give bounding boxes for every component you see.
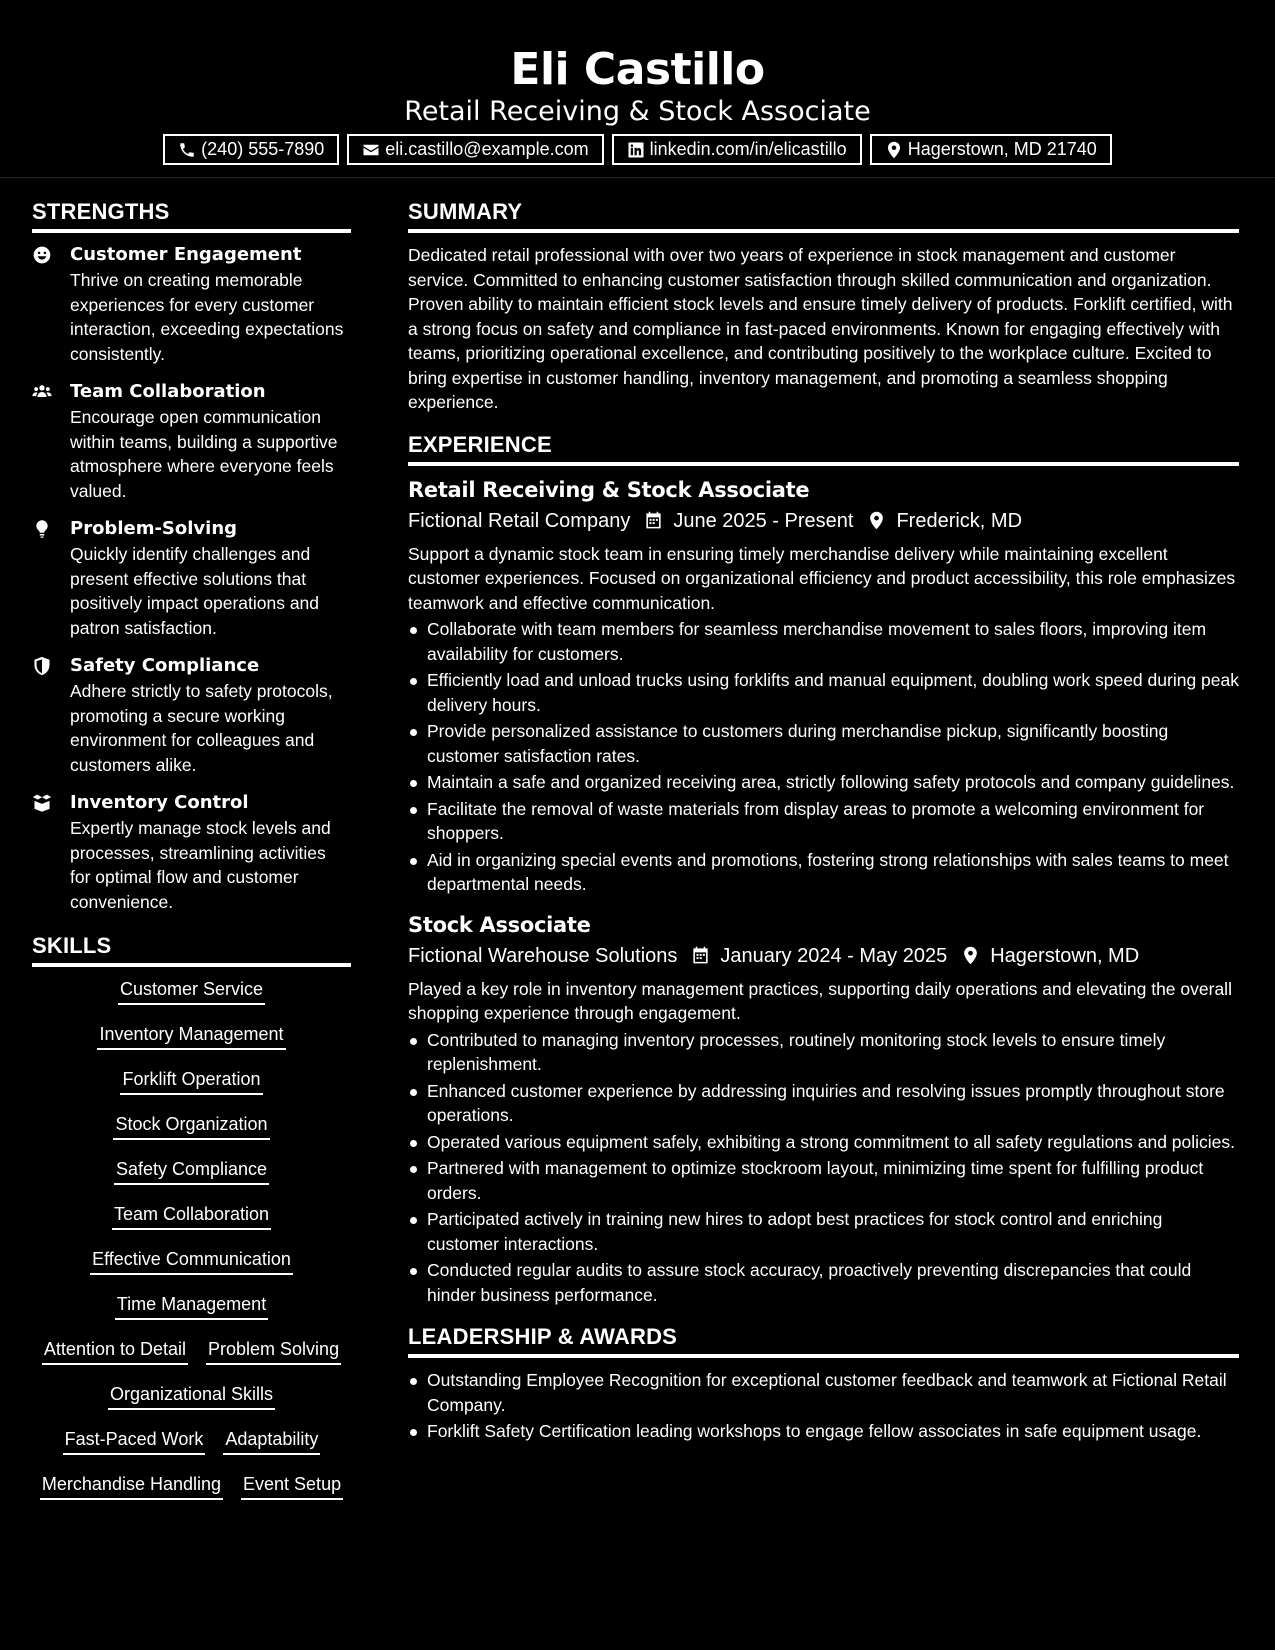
strength-item bbox=[32, 791, 351, 914]
job-dates: January 2024 - May 2025 bbox=[720, 944, 948, 967]
list-item: Operated various equipment safely, exhibiting a strong commitment to all safety regulations and policies. bbox=[408, 1130, 1239, 1155]
awards-heading: LEADERSHIP & AWARDS bbox=[408, 1321, 1239, 1358]
skills-heading: SKILLS bbox=[32, 930, 351, 967]
contact-email[interactable] bbox=[347, 134, 603, 165]
job-title: Stock Associate bbox=[408, 912, 591, 937]
strength-item bbox=[32, 654, 351, 777]
right-column bbox=[408, 196, 1239, 1446]
strength-item bbox=[32, 243, 351, 366]
job-entry bbox=[408, 476, 1239, 897]
contact-linkedin[interactable] bbox=[612, 134, 862, 165]
strengths-heading: STRENGTHS bbox=[32, 196, 351, 233]
list-item: Maintain a safe and organized receiving area, strictly following safety protocols and company guidelines. bbox=[408, 770, 1239, 795]
strength-item bbox=[32, 517, 351, 640]
job-location: Frederick, MD bbox=[896, 509, 1023, 532]
list-item: Enhanced customer experience by addressing inquiries and resolving issues promptly throughout store operations. bbox=[408, 1079, 1239, 1128]
strength-title: Inventory Control bbox=[70, 792, 249, 813]
contact-location[interactable] bbox=[870, 134, 1112, 165]
job-meta bbox=[408, 941, 1239, 971]
boxes-icon bbox=[32, 793, 52, 813]
calendar-icon bbox=[644, 511, 663, 530]
job-description: Played a key role in inventory management practices, supporting daily operations and elevating the overall shopping experience through engagement. bbox=[408, 978, 1232, 1023]
list-item: Conducted regular audits to assure stock accuracy, proactively preventing discrepancies that could hinder business performance. bbox=[408, 1258, 1239, 1307]
map-pin-icon bbox=[961, 946, 980, 965]
job-bullets bbox=[408, 617, 1239, 897]
skill-tag: Forklift Operation bbox=[120, 1067, 262, 1095]
candidate-name: Eli Castillo bbox=[510, 44, 765, 95]
job-description: Support a dynamic stock team in ensuring timely merchandise delivery while maintaining excellent customer experiences. Focused on organizational efficiency and product accessibility, this role emphasizes teamwork and effective communication. bbox=[408, 543, 1236, 613]
job-company: Fictional Retail Company bbox=[408, 509, 631, 532]
summary-text: Dedicated retail professional with over two years of experience in stock management and customer service. Committed to enhancing customer satisfaction through skilled communication and organization. Proven ability to maintain efficient stock levels and ensure timely delivery of products. Forklift certified, with a strong focus on safety and compliance in fast-paced environments. Known for engaging effectively with teams, prioritizing operational excellence, and contributing positively to the workplace culture. Excited to bring expertise in customer handling, inventory management, and promoting a seamless shopping experience. bbox=[408, 245, 1233, 412]
list-item: Aid in organizing special events and promotions, fostering strong relationships with sales teams to meet departmental needs. bbox=[408, 848, 1239, 897]
awards-list bbox=[408, 1368, 1239, 1444]
contact-linkedin-text: linkedin.com/in/elicastillo bbox=[649, 139, 847, 159]
contact-location-text: Hagerstown, MD 21740 bbox=[907, 139, 1097, 159]
strength-desc: Quickly identify challenges and present effective solutions that positively impact operations and patron satisfaction. bbox=[70, 544, 320, 638]
list-item: Collaborate with team members for seamless merchandise movement to sales floors, improving item availability for customers. bbox=[408, 617, 1239, 666]
list-item: Forklift Safety Certification leading workshops to engage fellow associates in safe equipment usage. bbox=[408, 1419, 1239, 1444]
contact-phone[interactable] bbox=[163, 134, 339, 165]
strength-title: Problem-Solving bbox=[70, 518, 238, 539]
list-item: Partnered with management to optimize stockroom layout, minimizing time spent for fulfilling product orders. bbox=[408, 1156, 1239, 1205]
skill-tag: Effective Communication bbox=[90, 1247, 293, 1275]
strength-desc: Adhere strictly to safety protocols, promoting a secure working environment for colleagues and customers alike. bbox=[70, 681, 333, 775]
strength-title: Safety Compliance bbox=[70, 655, 260, 676]
skill-tag: Problem Solving bbox=[206, 1337, 341, 1365]
skill-tag: Inventory Management bbox=[97, 1022, 285, 1050]
calendar-icon bbox=[691, 946, 710, 965]
skill-tag: Event Setup bbox=[241, 1472, 343, 1500]
job-company: Fictional Warehouse Solutions bbox=[408, 944, 678, 967]
shield-icon bbox=[32, 656, 52, 676]
envelope-icon bbox=[362, 141, 380, 159]
skill-tag: Organizational Skills bbox=[108, 1382, 275, 1410]
strength-title: Customer Engagement bbox=[70, 244, 302, 265]
job-location: Hagerstown, MD bbox=[990, 944, 1140, 967]
job-dates: June 2025 - Present bbox=[673, 509, 854, 532]
job-meta bbox=[408, 506, 1239, 536]
job-bullets bbox=[408, 1028, 1239, 1308]
skill-tag: Stock Organization bbox=[113, 1112, 269, 1140]
job-title: Retail Receiving & Stock Associate bbox=[408, 477, 810, 502]
list-item: Outstanding Employee Recognition for exceptional customer feedback and teamwork at Fictional Retail Company. bbox=[408, 1368, 1239, 1417]
lightbulb-icon bbox=[32, 519, 52, 539]
candidate-title: Retail Receiving & Stock Associate bbox=[404, 96, 871, 127]
skill-tag: Adaptability bbox=[223, 1427, 320, 1455]
strength-desc: Expertly manage stock levels and processes, streamlining activities for optimal flow and customer convenience. bbox=[70, 818, 331, 912]
strength-item bbox=[32, 380, 351, 503]
phone-icon bbox=[178, 141, 196, 159]
skill-tag: Time Management bbox=[115, 1292, 268, 1320]
skill-tag: Attention to Detail bbox=[42, 1337, 188, 1365]
list-item: Contributed to managing inventory processes, routinely monitoring stock levels to ensure timely replenishment. bbox=[408, 1028, 1239, 1077]
resume-header bbox=[0, 0, 1275, 178]
skill-tag: Fast-Paced Work bbox=[63, 1427, 206, 1455]
users-icon bbox=[32, 382, 52, 402]
skill-tag: Merchandise Handling bbox=[40, 1472, 223, 1500]
list-item: Efficiently load and unload trucks using forklifts and manual equipment, doubling work speed during peak delivery hours. bbox=[408, 668, 1239, 717]
strength-desc: Thrive on creating memorable experiences for every customer interaction, exceeding expectations consistently. bbox=[70, 270, 344, 364]
skill-tag: Team Collaboration bbox=[112, 1202, 271, 1230]
skills-list bbox=[32, 977, 351, 1517]
job-entry bbox=[408, 911, 1239, 1308]
linkedin-icon bbox=[627, 141, 645, 159]
skill-tag: Customer Service bbox=[118, 977, 265, 1005]
contact-bar bbox=[0, 134, 1275, 165]
map-pin-icon bbox=[867, 511, 886, 530]
contact-email-text: eli.castillo@example.com bbox=[385, 139, 589, 159]
summary-heading: SUMMARY bbox=[408, 196, 1239, 233]
list-item: Provide personalized assistance to customers during merchandise pickup, significantly boosting customer satisfaction rates. bbox=[408, 719, 1239, 768]
left-column bbox=[32, 196, 351, 1517]
list-item: Facilitate the removal of waste materials from display areas to promote a welcoming environment for shoppers. bbox=[408, 797, 1239, 846]
strength-title: Team Collaboration bbox=[70, 381, 266, 402]
strength-desc: Encourage open communication within teams, building a supportive atmosphere where everyone feels valued. bbox=[70, 407, 338, 501]
list-item: Participated actively in training new hires to adopt best practices for stock control and enriching customer interactions. bbox=[408, 1207, 1239, 1256]
experience-heading: EXPERIENCE bbox=[408, 429, 1239, 466]
smile-icon bbox=[32, 245, 52, 265]
contact-phone-text: (240) 555-7890 bbox=[201, 139, 325, 159]
map-pin-icon bbox=[885, 141, 903, 159]
skill-tag: Safety Compliance bbox=[114, 1157, 269, 1185]
